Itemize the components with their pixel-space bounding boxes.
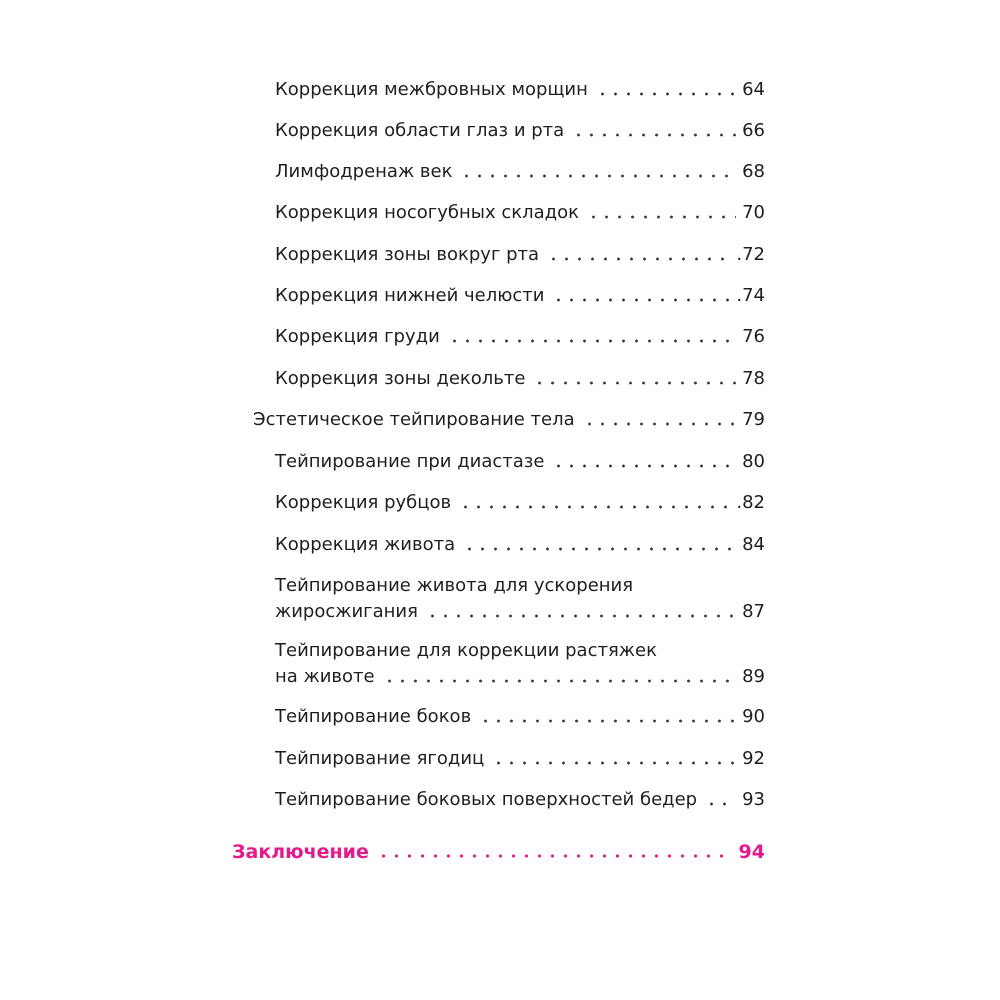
toc-entry-8 [275,367,765,391]
entry-title-line1: Тейпирование живота для ускорения [275,575,634,596]
entry-title-line2-row [275,665,765,689]
entry-title: Коррекция межбровных морщин [275,79,588,100]
page-number: 68 [742,161,765,182]
toc-entry-15 [275,705,765,729]
entry-title: Тейпирование боков [275,706,472,727]
page-number: 92 [742,748,765,769]
entry-title-line2: жиросжигания [275,601,418,622]
toc-entry-3 [275,160,765,184]
dot-leader [552,298,730,302]
entry-title: Коррекция зоны декольте [275,368,526,389]
toc-entry-7 [275,325,765,349]
entry-title-line1: Тейпирование для коррекции растяжек [275,640,657,661]
page-number: 70 [742,202,765,223]
entry-title: Коррекция нижней челюсти [275,285,545,306]
page-number: .72 [736,244,765,265]
toc-entry-10 [275,450,765,474]
toc-entry-14 [275,639,765,689]
dot-leader [479,719,736,723]
dot-leader [492,761,736,765]
dot-leader [596,92,736,96]
page-number: 84 [742,534,765,555]
entry-title-line2-row [275,600,765,624]
entry-title: Коррекция зоны вокруг рта [275,244,540,265]
entry-title: Лимфодренаж век [275,161,453,182]
entry-title-wrap [275,574,765,624]
dot-leader [547,257,730,261]
conclusion-title: Заключение [232,841,369,863]
page-number: 76 [742,326,765,347]
page-number: 87 [742,601,765,622]
entry-title: Коррекция носогубных складок [275,202,579,223]
conclusion-page-number: 94 [738,841,765,863]
page-number: 80 [742,451,765,472]
page-number: 66 [742,120,765,141]
toc-entry-12 [275,533,765,557]
dot-leader [459,505,730,509]
toc-entry-1 [275,78,765,102]
entry-title-wrap [275,639,765,689]
page-number: 64 [742,79,765,100]
dot-leader [448,339,736,343]
toc-entry-2 [275,119,765,143]
section-title: Эстетическое тейпирование тела [253,409,575,430]
toc-conclusion-entry [232,840,765,864]
dot-leader [426,614,736,618]
entry-title: Коррекция груди [275,326,440,347]
page-number: 89 [742,666,765,687]
entry-title: Коррекция области глаз и рта [275,120,565,141]
dot-leader [377,854,733,858]
dot-leader [572,133,736,137]
dot-leader [463,547,736,551]
toc-entry-17 [275,788,765,812]
toc-entry-13 [275,574,765,624]
dot-leader [460,174,736,178]
toc-entry-11 [275,491,765,515]
toc-entry-4 [275,201,765,225]
page-number: .82 [736,492,765,513]
dot-leader [533,381,736,385]
dot-leader [383,679,736,683]
toc-entry-16 [275,747,765,771]
entry-title-line2: на животе [275,666,375,687]
dot-leader [705,802,736,806]
page-number: 90 [742,706,765,727]
toc-section-entry [253,408,765,432]
page-number: 93 [742,789,765,810]
dot-leader [552,464,736,468]
page-number: .74 [736,285,765,306]
page-number: 78 [742,368,765,389]
toc-entry-5 [275,243,765,267]
entry-title: Коррекция рубцов [275,492,452,513]
entry-title: Коррекция живота [275,534,456,555]
entry-title: Тейпирование при диастазе [275,451,545,472]
entry-title: Тейпирование ягодиц [275,748,485,769]
page-number: 79 [742,409,765,430]
entry-title: Тейпирование боковых поверхностей бедер [275,789,698,810]
dot-leader [583,422,736,426]
toc-entry-6 [275,284,765,308]
dot-leader [587,215,736,219]
